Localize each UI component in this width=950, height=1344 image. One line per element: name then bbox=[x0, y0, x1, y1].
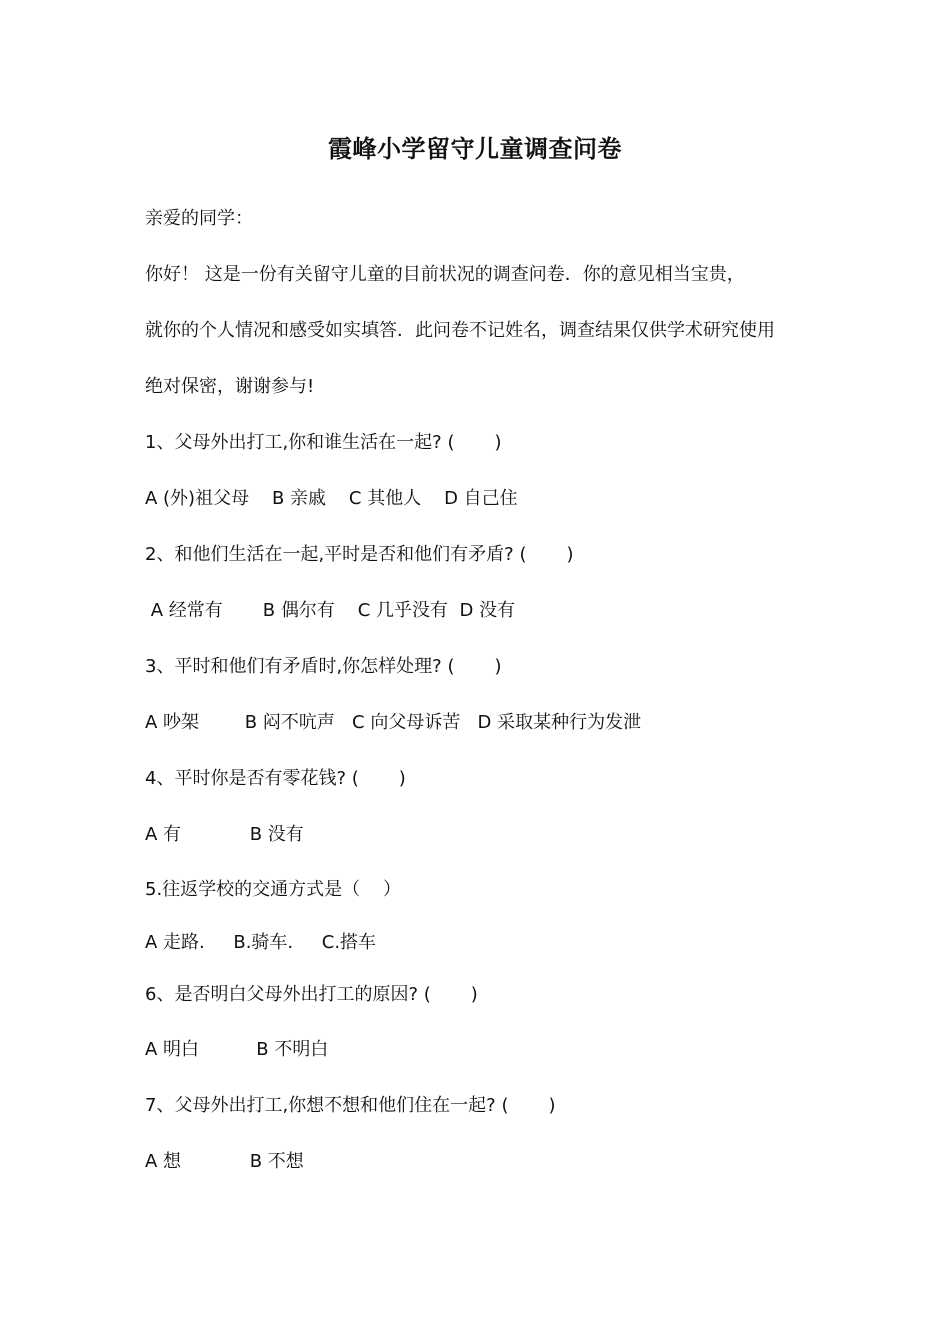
options-7: A 想 B 不想 bbox=[145, 1151, 304, 1172]
question-3: 3、平时和他们有矛盾时,你怎样处理? ( ) bbox=[145, 656, 502, 677]
question-4: 4、平时你是否有零花钱? ( ) bbox=[145, 768, 406, 789]
question-5: 5.往返学校的交通方式是（ ） bbox=[145, 879, 402, 900]
greeting: 亲爱的同学： bbox=[145, 208, 253, 229]
options-3: A 吵架 B 闷不吭声 C 向父母诉苦 D 采取某种行为发泄 bbox=[145, 712, 642, 733]
options-6: A 明白 B 不明白 bbox=[145, 1039, 329, 1060]
intro-line-3: 绝对保密，谢谢参与! bbox=[145, 376, 315, 397]
question-7: 7、父母外出打工,你想不想和他们住在一起? ( ) bbox=[145, 1095, 556, 1116]
question-6: 6、是否明白父母外出打工的原因? ( ) bbox=[145, 984, 478, 1005]
options-4: A 有 B 没有 bbox=[145, 824, 304, 845]
document-title: 霞峰小学留守儿童调查问卷 bbox=[328, 135, 622, 163]
question-2: 2、和他们生活在一起,平时是否和他们有矛盾? ( ) bbox=[145, 544, 574, 565]
intro-line-2: 就你的个人情况和感受如实填答．此问卷不记姓名，调查结果仅供学术研究使用 bbox=[145, 320, 775, 341]
options-2: A 经常有 B 偶尔有 C 几乎没有 D 没有 bbox=[145, 600, 516, 621]
intro-line-1: 你好！ 这是一份有关留守儿童的目前状况的调查问卷．你的意见相当宝贵， bbox=[145, 264, 745, 285]
options-5: A 走路. B.骑车. C.搭车 bbox=[145, 932, 377, 953]
options-1: A (外)祖父母 B 亲戚 C 其他人 D 自己住 bbox=[145, 488, 518, 509]
question-1: 1、父母外出打工,你和谁生活在一起? ( ) bbox=[145, 432, 502, 453]
